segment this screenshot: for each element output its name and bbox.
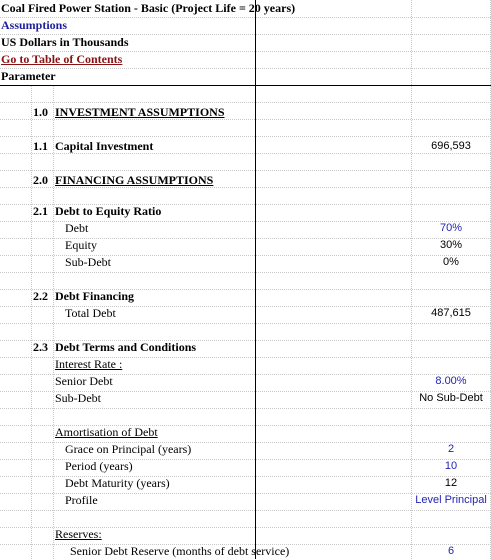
grid-line	[0, 510, 491, 511]
debt-maturity-label: Debt Maturity (years)	[65, 476, 170, 490]
sub-debt-ratio-value[interactable]: 0%	[443, 256, 459, 268]
section-number: 2.3	[33, 340, 48, 354]
senior-debt-label: Senior Debt	[55, 374, 113, 388]
sub-debt-label: Sub-Debt	[65, 255, 111, 269]
senior-debt-reserve-value[interactable]: 6	[447, 545, 455, 557]
capital-investment-label: Capital Investment	[55, 139, 154, 153]
section-title-investment: INVESTMENT ASSUMPTIONS	[55, 105, 225, 119]
grid-line	[0, 102, 491, 103]
profile-label: Profile	[65, 493, 98, 507]
debt-financing-label: Debt Financing	[55, 289, 135, 303]
frozen-pane-divider[interactable]	[255, 0, 256, 559]
page-subtitle: Assumptions	[1, 18, 68, 32]
units-label: US Dollars in Thousands	[1, 35, 129, 49]
grid-line	[0, 272, 491, 273]
parameter-header: Parameter	[1, 69, 56, 83]
debt-maturity-value[interactable]: 12	[444, 477, 458, 489]
senior-debt-reserve-label: Senior Debt Reserve (months of debt service)	[70, 544, 290, 558]
amortisation-heading: Amortisation of Debt	[55, 425, 158, 439]
profile-value[interactable]: Level Principal	[415, 494, 487, 506]
toc-link[interactable]: Go to Table of Contents	[1, 52, 123, 66]
debt-terms-label: Debt Terms and Conditions	[55, 340, 197, 354]
grace-period-label: Grace on Principal (years)	[65, 442, 192, 456]
sub-debt-rate-value[interactable]: No Sub-Debt	[419, 392, 483, 404]
senior-debt-rate-value[interactable]: 8.00%	[435, 375, 467, 387]
reserves-heading: Reserves:	[55, 527, 102, 541]
section-number: 2.1	[33, 204, 48, 218]
section-title-financing: FINANCING ASSUMPTIONS	[55, 173, 214, 187]
equity-label: Equity	[65, 238, 97, 252]
grid-line	[0, 408, 491, 409]
period-value[interactable]: 10	[444, 460, 458, 472]
header-divider	[0, 85, 491, 86]
grid-line	[0, 170, 491, 171]
grid-line	[31, 86, 32, 559]
debt-ratio-value[interactable]: 70%	[439, 222, 463, 234]
debt-equity-ratio-label: Debt to Equity Ratio	[55, 204, 162, 218]
capital-investment-value[interactable]: 696,593	[431, 140, 471, 152]
total-debt-label: Total Debt	[65, 306, 116, 320]
equity-ratio-value[interactable]: 30%	[439, 239, 463, 251]
sub-debt-rate-label: Sub-Debt	[55, 391, 101, 405]
grid-line	[0, 323, 491, 324]
debt-label: Debt	[65, 221, 89, 235]
total-debt-value[interactable]: 487,615	[431, 307, 471, 319]
grid-line	[0, 17, 491, 18]
grid-line	[0, 136, 491, 137]
period-label: Period (years)	[65, 459, 133, 473]
section-number: 1.0	[33, 105, 48, 119]
grid-line	[0, 68, 491, 69]
grace-period-value[interactable]: 2	[447, 443, 455, 455]
section-number: 2.2	[33, 289, 48, 303]
interest-rate-heading: Interest Rate :	[55, 357, 123, 371]
grid-line	[53, 86, 54, 559]
section-number: 2.0	[33, 173, 48, 187]
section-number: 1.1	[33, 139, 48, 153]
page-title: Coal Fired Power Station - Basic (Project Life = 20 years)	[1, 1, 296, 15]
